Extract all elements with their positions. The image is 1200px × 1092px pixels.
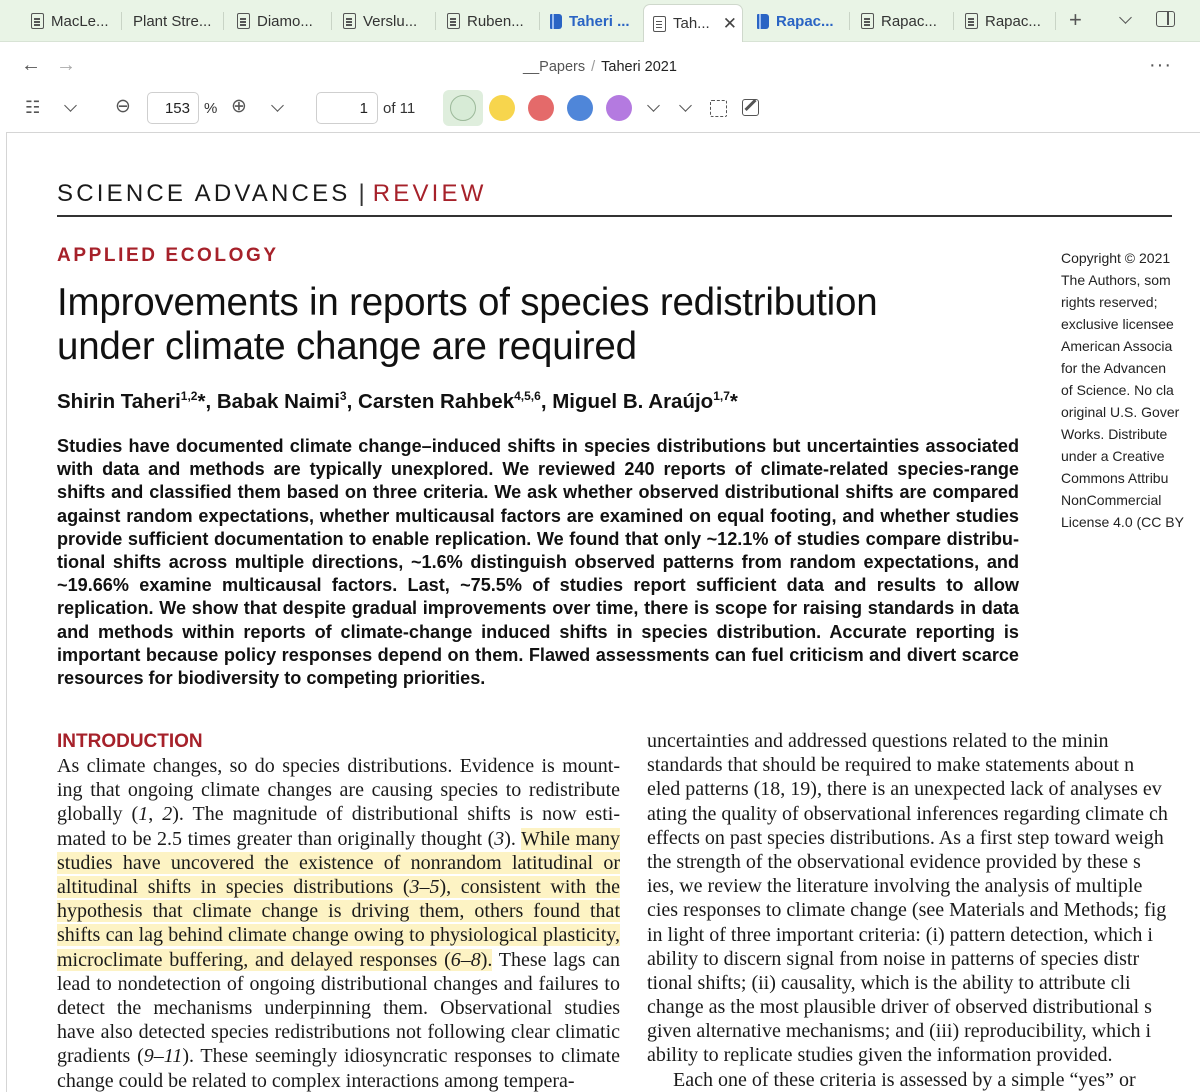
journal-separator: | xyxy=(358,180,365,207)
text-run: , xyxy=(148,803,163,826)
zoom-input[interactable] xyxy=(147,92,199,124)
tab-diamo[interactable] xyxy=(228,5,332,37)
text-line: effects on past species distributions. As a first step toward weigh xyxy=(647,826,1164,849)
text-line: ability to discern signal from noise in patterns of species distr xyxy=(647,947,1140,970)
navigation-row xyxy=(0,42,1200,90)
tab-label: Plant Stre... xyxy=(133,12,212,30)
highlighted-text: While many studies have uncovered the existence of nonrandom latitudinal or altitudinal shifts in species distributions ( xyxy=(57,827,620,899)
journal-header xyxy=(57,180,487,208)
copyright-line: The Authors, som xyxy=(1061,272,1171,288)
breadcrumb-current: Taheri 2021 xyxy=(601,59,677,75)
text-run: ). xyxy=(504,827,522,850)
zoom-out-icon[interactable]: ⊖ xyxy=(115,96,131,117)
author-affiliation: 1,2 xyxy=(180,389,198,403)
text-line: in light of three important criteria: (i) pattern detection, which i xyxy=(647,923,1153,946)
introduction-heading: INTRODUCTION xyxy=(57,731,203,752)
highlight-color-red[interactable] xyxy=(528,95,554,121)
text-line: the strength of the observational evidence provided by these s xyxy=(647,850,1141,873)
tab-taheri-book[interactable] xyxy=(541,5,641,37)
author-name: Miguel B. Araújo xyxy=(552,389,714,413)
corresponding-mark: * xyxy=(197,389,206,413)
text-line: uncertainties and addressed questions related to the minin xyxy=(647,730,1109,752)
author-affiliation: 3 xyxy=(339,389,347,403)
color-dropdown-chevron-icon[interactable] xyxy=(647,99,660,112)
breadcrumb xyxy=(0,59,1200,75)
tab-label: Ruben... xyxy=(467,12,524,30)
copyright-line: Copyright © 2021 xyxy=(1061,250,1171,266)
page-number-input[interactable] xyxy=(316,92,378,124)
pdf-page xyxy=(6,132,1200,1092)
corresponding-mark: * xyxy=(729,389,738,413)
tab-label: Rapac... xyxy=(776,12,834,30)
section-label: APPLIED ECOLOGY xyxy=(57,245,279,266)
tab-label: Rapac... xyxy=(881,12,937,30)
citation[interactable]: 3–5 xyxy=(409,876,440,899)
zoom-value: 153 xyxy=(164,100,190,117)
text-line: given alternative mechanisms; and (iii) reproducibility, which i xyxy=(647,1020,1152,1043)
document-icon xyxy=(653,16,666,32)
text-run: ). These seemingly idiosyncratic responses to climate change could be related to complex interactions among tempera- xyxy=(57,1045,620,1092)
tab-verslu[interactable] xyxy=(334,5,436,37)
author-name: Babak Naimi xyxy=(216,389,340,413)
document-icon xyxy=(31,13,44,29)
copyright-line: American Associa xyxy=(1061,338,1173,354)
tab-macle[interactable] xyxy=(22,5,122,37)
introduction-right-column xyxy=(647,729,1200,1092)
text-line: change as the most plausible driver of observed distributional s xyxy=(647,996,1152,1019)
text-run: These lags can lead to nondetection of ongoing distributional changes and failures to detect the mechanisms underpinning them. Observational studies have also detected species redistributions not following clear climatic gradients ( xyxy=(57,948,620,1068)
book-icon xyxy=(757,14,769,29)
citation[interactable]: 1 xyxy=(138,803,149,826)
copyright-line: original U.S. Gover xyxy=(1061,404,1180,420)
citation[interactable]: 6–8 xyxy=(450,948,481,971)
back-arrow-icon[interactable]: ← xyxy=(21,54,41,76)
text-run: ). The magnitude of distributional shifts is now esti-mated to be 2.5 times greater than originally thought ( xyxy=(57,803,620,850)
tab-label: Tah... xyxy=(673,15,710,32)
document-icon xyxy=(237,13,250,29)
journal-name: SCIENCE ADVANCES xyxy=(57,180,351,207)
copyright-line: License 4.0 (CC BY xyxy=(1061,514,1184,530)
copyright-line: exclusive licensee xyxy=(1061,316,1174,332)
article-type: REVIEW xyxy=(372,180,487,207)
page-total: of 11 xyxy=(383,100,416,117)
zoom-dropdown-chevron-icon[interactable] xyxy=(271,99,284,112)
document-icon xyxy=(965,13,978,29)
introduction-left-column xyxy=(57,754,620,1092)
tab-rapac-3[interactable] xyxy=(956,5,1056,37)
citation[interactable]: 9–11 xyxy=(143,1045,183,1068)
thumbnail-list-icon[interactable]: ☷ xyxy=(25,98,41,117)
author-separator: , xyxy=(205,389,217,413)
highlight-color-green[interactable] xyxy=(450,95,476,121)
close-tab-icon[interactable]: ✕ xyxy=(722,13,737,33)
zoom-in-icon[interactable]: ⊕ xyxy=(231,96,247,117)
copyright-line: of Science. No cla xyxy=(1061,382,1174,398)
highlighted-text: ). xyxy=(480,948,493,971)
tab-label: Rapac... xyxy=(985,12,1041,30)
new-tab-plus-icon[interactable]: + xyxy=(1069,7,1082,32)
pdf-toolbar xyxy=(0,90,1200,130)
forward-arrow-icon[interactable]: → xyxy=(56,54,76,76)
tab-ruben[interactable] xyxy=(438,5,540,37)
tab-label: Diamo... xyxy=(257,12,313,30)
document-icon xyxy=(861,13,874,29)
copyright-line: for the Advancen xyxy=(1061,360,1167,376)
tab-bar xyxy=(0,0,1200,42)
more-options-icon[interactable]: ··· xyxy=(1149,54,1172,76)
view-dropdown-chevron-icon[interactable] xyxy=(64,99,77,112)
edit-note-icon[interactable] xyxy=(742,99,759,116)
tab-label: MacLe... xyxy=(51,12,109,30)
highlight-color-blue[interactable] xyxy=(567,95,593,121)
text-line: cies responses to climate change (see Materials and Methods; fig xyxy=(647,899,1167,922)
breadcrumb-folder[interactable]: __Papers xyxy=(523,59,586,75)
text-line: ability to replicate studies given the information provided. xyxy=(647,1044,1113,1067)
highlight-color-purple[interactable] xyxy=(606,95,632,121)
abstract: Studies have documented climate change–induced shifts in species distributions but uncertainties associated with data and methods are typically unexplored. We reviewed 240 reports of climate-related species-range shifts and classified them based on three criteria. We ask whether observed distributional shifts are compared against random expectations, whether multicausal factors are examined on equal footing, and whether studies provide sufficient documentation to enable replication. We found that only ~12.1% of studies compare distribu-tional shifts across multiple directions, ~1.6% distinguish observed patterns from random expectations, and ~19.66% examine multicausal factors. Last, ~75.5% of studies report sufficient data and results to allow replication. We show that despite gradual improvements over time, there is scope for raising standards in data and methods within reports of climate-change induced shifts in species distribution. Accurate reporting is important because policy responses depend on them. Flawed assessments can fuel criticism and divert scarce resources for biodiversity to competing priorities. xyxy=(57,436,1019,689)
text-line: tional shifts; (ii) causality, which is the ability to attribute cli xyxy=(647,971,1131,994)
breadcrumb-separator: / xyxy=(591,59,596,75)
tabs-dropdown-chevron-icon[interactable] xyxy=(1119,11,1132,24)
author-affiliation: 4,5,6 xyxy=(514,389,541,403)
text-line: standards that should be required to make statements about n xyxy=(647,754,1135,777)
author-affiliation: 1,7 xyxy=(713,389,730,403)
author-separator: , xyxy=(346,389,359,413)
tab-label: Taheri ... xyxy=(569,12,630,30)
copyright-line: rights reserved; xyxy=(1061,294,1158,310)
tab-plant-stre[interactable] xyxy=(122,5,224,37)
copyright-line: Works. Distribute xyxy=(1061,426,1168,442)
document-icon xyxy=(447,13,460,29)
book-icon xyxy=(550,14,562,29)
paper-title: Improvements in reports of species redistribution under climate change are required xyxy=(57,281,878,368)
highlight-color-yellow[interactable] xyxy=(489,95,515,121)
area-select-icon[interactable] xyxy=(710,100,727,117)
author-list xyxy=(57,389,738,414)
tab-rapac-book[interactable] xyxy=(748,5,850,37)
copyright-line: under a Creative xyxy=(1061,448,1165,464)
annotation-dropdown-chevron-icon[interactable] xyxy=(679,99,692,112)
copyright-line: Commons Attribu xyxy=(1061,470,1169,486)
tab-label: Verslu... xyxy=(363,12,418,30)
author-name: Carsten Rahbek xyxy=(358,389,515,413)
text-line: Each one of these criteria is assessed by a simple “yes” or xyxy=(673,1068,1136,1091)
text-line: ies, we review the literature involving the analysis of multiple xyxy=(647,875,1143,898)
author-name: Shirin Taheri xyxy=(57,389,181,413)
page-current: 1 xyxy=(359,100,368,117)
document-icon xyxy=(343,13,356,29)
tab-rapac-2[interactable] xyxy=(852,5,954,37)
author-separator: , xyxy=(540,389,553,413)
header-rule xyxy=(57,215,1172,217)
citation[interactable]: 2 xyxy=(162,803,173,826)
copyright-notice xyxy=(1061,247,1200,533)
zoom-unit: % xyxy=(204,100,218,117)
text-line: ating the quality of observational inferences regarding climate ch xyxy=(647,802,1168,825)
citation[interactable]: 3 xyxy=(494,827,505,850)
tab-taheri-active[interactable] xyxy=(643,4,743,42)
sidebar-toggle-icon[interactable] xyxy=(1156,11,1175,27)
copyright-line: NonCommercial xyxy=(1061,492,1162,508)
text-run: As climate changes, so do species distributions. Evidence is mount-ing that ongoing climate changes are causing species to redistribute globally ( xyxy=(57,755,620,826)
text-line: eled patterns (18, 19), there is an unexpected lack of analyses ev xyxy=(647,778,1162,801)
highlighted-text: ), consistent with the hypothesis that climate change is driving them, others found that shifts can lag behind climate change owing to physiological plasticity, microclimate buffering, and delayed responses ( xyxy=(57,876,620,971)
